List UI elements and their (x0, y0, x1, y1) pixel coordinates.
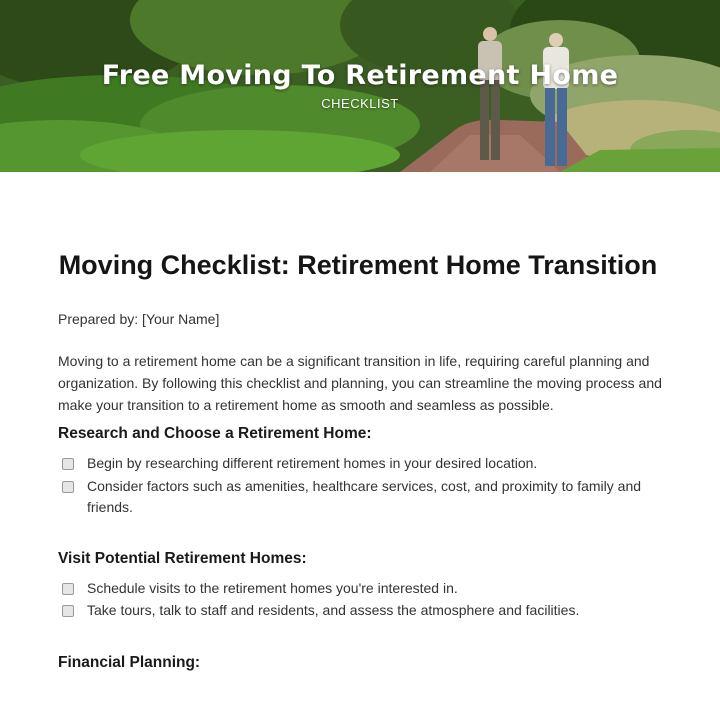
checklist-item (58, 476, 668, 518)
checklist-item-text: Schedule visits to the retirement homes you're interested in. (87, 580, 458, 596)
section-financial (58, 654, 668, 672)
section-visit (58, 550, 668, 621)
checklist-item (58, 453, 668, 474)
prepared-by: Prepared by: [Your Name] (58, 311, 220, 327)
checklist-item-text: Consider factors such as amenities, healthcare services, cost, and proximity to family and friends. (87, 478, 642, 515)
banner-subtitle: CHECKLIST (321, 96, 399, 111)
checkbox[interactable] (62, 605, 74, 617)
checklist (58, 453, 668, 518)
checklist (58, 578, 668, 621)
intro-paragraph: Moving to a retirement home can be a significant transition in life, requiring careful planning and organization. By following this checklist and planning, you can streamline the moving process and make your transition to a retirement home as smooth and seamless as possible. (58, 353, 662, 413)
checklist-item-text: Begin by researching different retirement homes in your desired location. (87, 455, 538, 471)
header-banner (0, 0, 720, 172)
section-heading: Visit Potential Retirement Homes: (58, 550, 307, 567)
checkbox[interactable] (62, 583, 74, 595)
section-research (58, 425, 668, 518)
checklist-item (58, 578, 668, 599)
checklist-item-text: Take tours, talk to staff and residents, and assess the atmosphere and facilities. (87, 602, 580, 618)
checklist-item (58, 600, 668, 621)
checkbox[interactable] (62, 481, 74, 493)
banner-title: Free Moving To Retirement Home (101, 60, 619, 91)
section-heading: Financial Planning: (58, 654, 201, 671)
section-heading: Research and Choose a Retirement Home: (58, 425, 372, 442)
checkbox[interactable] (62, 458, 74, 470)
document-body (58, 248, 668, 672)
document-title: Moving Checklist: Retirement Home Transition (58, 250, 658, 280)
